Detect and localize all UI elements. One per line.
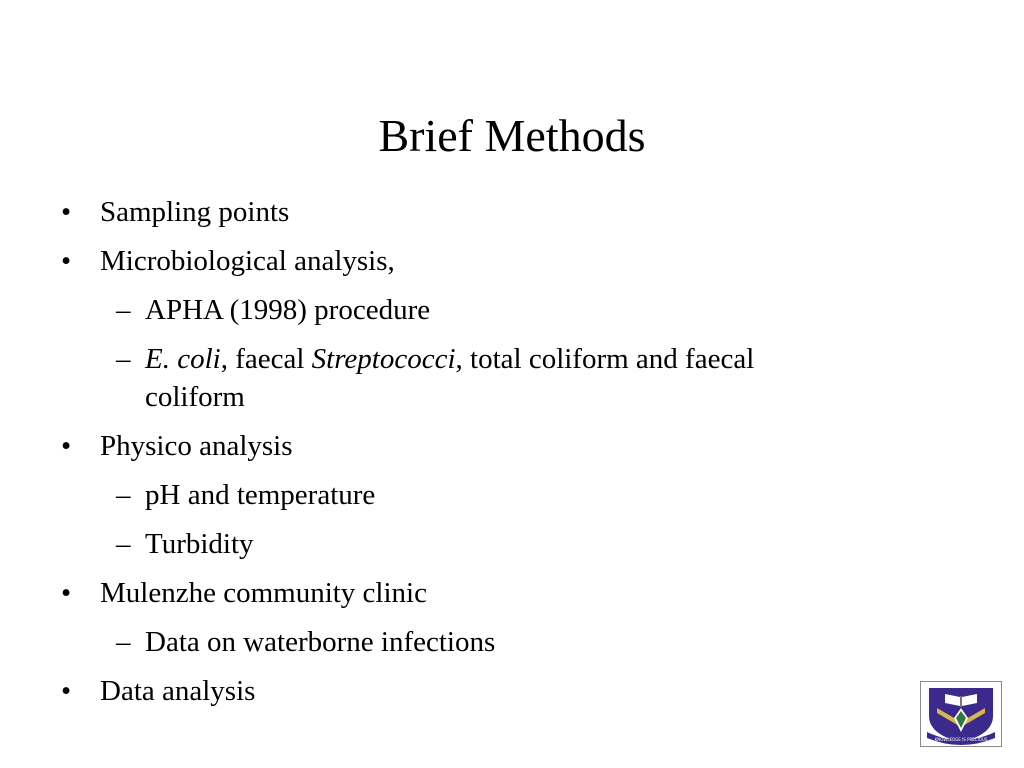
university-logo — [920, 681, 1002, 747]
sub-item-text-part: , total coliform and faecal — [455, 343, 755, 375]
sub-item-text: APHA (1998) procedure — [145, 294, 431, 326]
bullet-text: Data analysis — [100, 675, 256, 707]
bullet-text: Microbiological analysis, — [100, 245, 395, 277]
slide-title: Brief Methods — [378, 110, 646, 161]
bullet-marker: • — [61, 675, 72, 707]
organism-name-ecoli: E. coli — [145, 343, 221, 375]
dash-marker: – — [116, 479, 131, 511]
organism-name-streptococci: Streptococci — [311, 343, 456, 375]
sub-item-text — [145, 339, 905, 379]
sub-item-text: pH and temperature — [145, 479, 376, 511]
bullet-marker: • — [61, 196, 72, 228]
dash-marker: – — [116, 528, 131, 560]
bullet-marker: • — [61, 245, 72, 277]
bullet-text: Sampling points — [100, 196, 290, 228]
dash-marker: – — [116, 626, 131, 658]
logo-motto: KNOWLEDGE IS PRECIOUS — [934, 737, 988, 742]
bullet-text: Mulenzhe community clinic — [100, 577, 427, 609]
university-crest-icon — [921, 682, 1001, 746]
dash-marker: – — [116, 343, 131, 375]
sub-item-text: Turbidity — [145, 528, 254, 560]
sub-item-text: Data on waterborne infections — [145, 626, 496, 658]
sub-item-text-part: , faecal — [220, 343, 312, 375]
bullet-marker: • — [61, 430, 72, 462]
bullet-text: Physico analysis — [100, 430, 293, 462]
bullet-marker: • — [61, 577, 72, 609]
dash-marker: – — [116, 294, 131, 326]
sub-item-text-continued: coliform — [145, 381, 245, 413]
